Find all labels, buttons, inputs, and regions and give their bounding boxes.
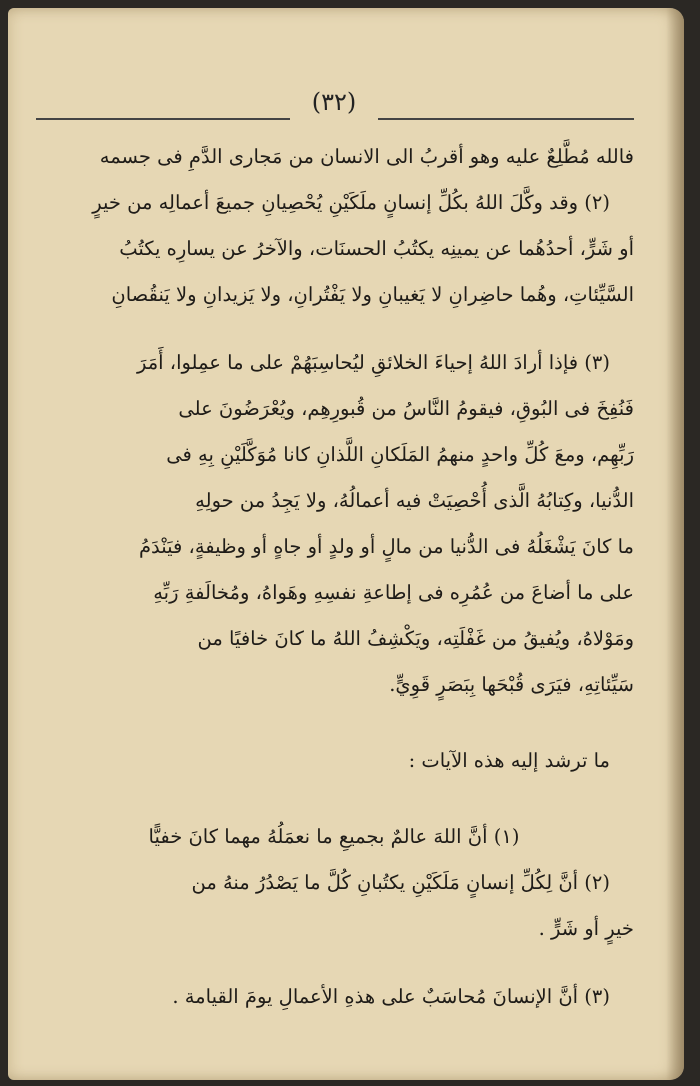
point-item-continuation: خيرٍ أو شَرٍّ . bbox=[538, 917, 634, 940]
text-line: (٢) وقد وكَّلَ اللهُ بكُلِّ إنسانٍ ملَكَيْنِ يُحْصِيانِ جميعَ أعمالِه من خيرٍ bbox=[92, 191, 610, 214]
text-line: أو شَرٍّ، أحدُهُما عن يمينِه يكتُبُ الحسنَات، والآخرُ عن يسارِه يكتُبُ bbox=[119, 237, 634, 260]
header-rule-right bbox=[378, 118, 634, 120]
text-line: ما كانَ يَشْغَلُهُ فى الدُّنيا من مالٍ أو ولدٍ أو جاهٍ أو وظيفةٍ، فيَنْدَمُ bbox=[138, 535, 634, 558]
page-body bbox=[34, 134, 634, 1020]
text-line: السَّيِّئاتِ، وهُما حاضِرانِ لا يَغيبانِ ولا يَفْتُرانِ، ولا يَزيدانِ ولا يَنقُصانِ bbox=[111, 283, 634, 306]
section-heading: ما ترشد إليه هذه الآيات : bbox=[408, 749, 610, 772]
text-line: (٣) فإذا أرادَ اللهُ إحياءَ الخلائقِ ليُحاسِبَهُمْ على ما عمِلوا، أَمَرَ bbox=[136, 351, 610, 374]
text-line: سَيِّئاتِهِ، فيَرَى قُبْحَها بِبَصَرٍ قَوِيٍّ. bbox=[389, 673, 634, 696]
page-header bbox=[34, 88, 634, 128]
point-item: (١) أنَّ اللهَ عالمٌ بجميعِ ما نعمَلُهُ مهما كانَ خفيًّا bbox=[148, 825, 520, 848]
book-page bbox=[8, 8, 684, 1080]
text-line: رَبِّهِم، ومعَ كُلِّ واحدٍ منهمُ المَلَكانِ اللَّذانِ كانا مُوَكَّلَيْنِ بِهِ فى bbox=[166, 443, 634, 466]
text-line: الدُّنيا، وكِتابُهُ الَّذى أُحْصِيَتْ فيه أعمالُهُ، ولا يَجِدُ من حولِهِ bbox=[195, 489, 634, 512]
text-line: فالله مُطَّلِعٌ عليه وهو أقربُ الى الانسان من مَجارى الدَّمِ فى جسمه bbox=[99, 145, 634, 168]
text-line: على ما أضاعَ من عُمُرِه فى إطاعةِ نفسِهِ وهَواهُ، ومُخالَفةِ رَبِّهِ bbox=[153, 581, 634, 604]
page-edge-shadow bbox=[666, 8, 684, 1080]
point-item: (٢) أنَّ لِكُلِّ إنسانٍ مَلَكَيْنِ يكتُبانِ كُلَّ ما يَصْدُرُ منهُ من bbox=[191, 871, 610, 894]
header-rule-left bbox=[36, 118, 290, 120]
text-line: فَنُفِخَ فى البُوقِ، فيقومُ النَّاسُ من قُبورِهِم، ويُعْرَضُونَ على bbox=[178, 397, 634, 420]
page-number: (٣٢) bbox=[311, 88, 357, 116]
text-line: ومَوْلاهُ، ويُفيقُ من غَفْلَتِه، ويَكْشِفُ اللهُ ما كانَ خافيًا من bbox=[197, 627, 634, 650]
point-item: (٣) أنَّ الإنسانَ مُحاسَبٌ على هذهِ الأعمالِ يومَ القيامة . bbox=[172, 985, 610, 1008]
